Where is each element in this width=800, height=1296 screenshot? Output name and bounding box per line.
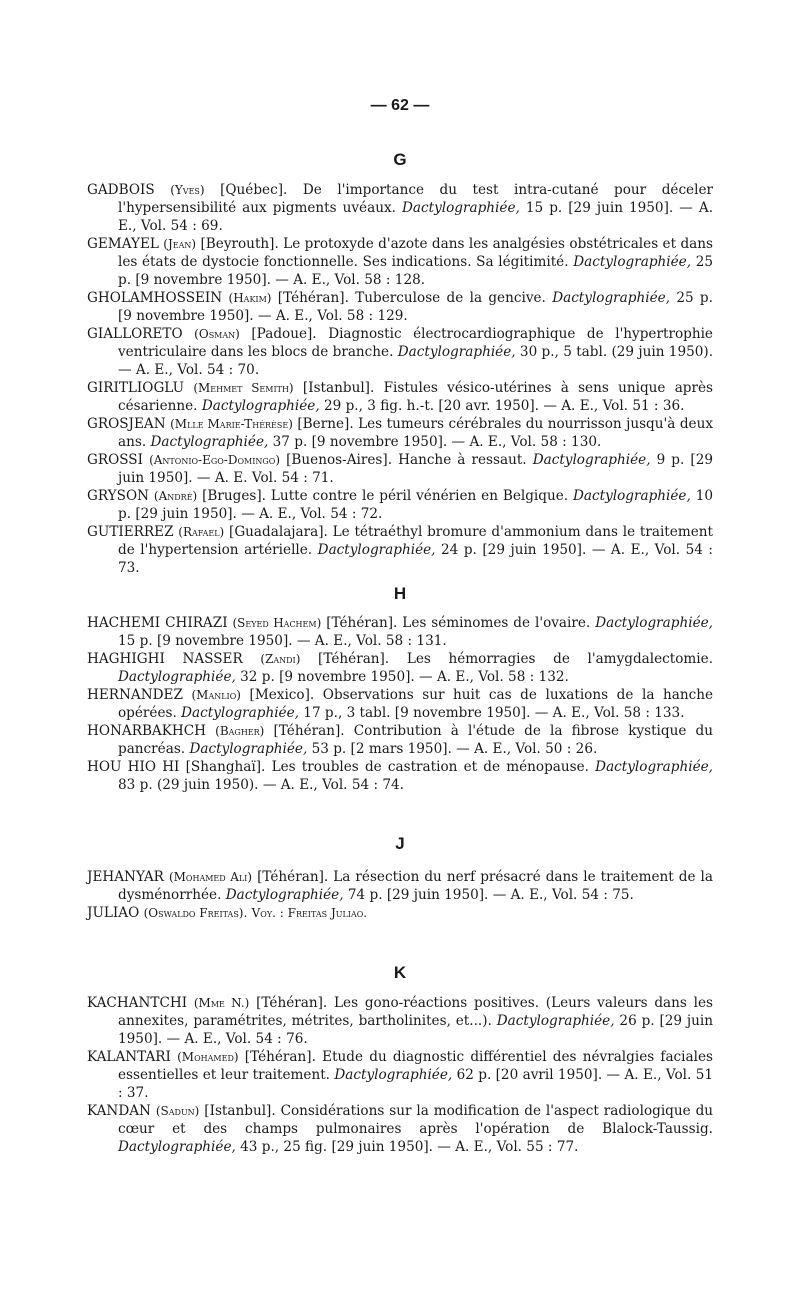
bibliography-entry: HOU HIO HI [Shanghaï]. Les troubles de castration et de ménopause. Dactylographiée, 83 p. (29 juin 1950). — A. E., Vol. 54 : 74. (87, 759, 713, 793)
bibliography-entry: HERNANDEZ (Manlio) [Mexico]. Observations sur huit cas de luxations de la hanche opérées. Dactylographiée, 17 p., 3 tabl. [9 novembre 1950]. — A. E., Vol. 58 : 133. (87, 687, 714, 721)
bibliography-entry: GROSJEAN (Mlle Marie-Thérèse) [Berne]. Les tumeurs cérébrales du nourrisson jusqu'à deux ans. Dactylographiée, 37 p. [9 novembre 1950]. — A. E., Vol. 58 : 130. (87, 416, 713, 450)
section-letter-j: J (395, 834, 405, 853)
bibliography-entry: GUTIERREZ (Rafael) [Guadalajara]. Le tétraéthyl bromure d'ammonium dans le traitement de l'hypertension artérielle. Dactylographiée, 24 p. [29 juin 1950]. — A. E., Vol. 54 : 73. (87, 524, 713, 576)
section-g-entries (87, 181, 713, 577)
section-letter-g: G (393, 150, 407, 169)
bibliography-entry: JULIAO (Oswaldo Freitas). Voy. : Freitas Juliao. (87, 905, 368, 921)
bibliography-entry: GIALLORETO (Osman) [Padoue]. Diagnostic électrocardiographique de l'hypertrophie ventriculaire dans les blocs de branche. Dactylographiée, 30 p., 5 tabl. (29 juin 1950). — A. E., Vol. 54 : 70. (87, 326, 714, 378)
section-letter-k: K (393, 963, 407, 982)
section-k-entries (87, 994, 713, 1156)
bibliography-entry: GHOLAMHOSSEIN (Hakim) [Téhéran]. Tuberculose de la gencive. Dactylographiée, 25 p. [9 novembre 1950]. — A. E., Vol. 58 : 129. (87, 290, 713, 324)
bibliography-entry: KALANTARI (Mohamed) [Téhéran]. Etude du diagnostic différentiel des névralgies faciales essentielles et leur traitement. Dactylographiée, 62 p. [20 avril 1950]. — A. E., Vol. 51 : 37. (87, 1049, 713, 1101)
bibliography-entry: GIRITLIOGLU (Mehmet Semith) [Istanbul]. Fistules vésico-utérines à sens unique après césarienne. Dactylographiée, 29 p., 3 fig. h.-t. [20 avr. 1950]. — A. E., Vol. 51 : 36. (87, 380, 714, 414)
bibliography-entry: JEHANYAR (Mohamed Ali) [Téhéran]. La résection du nerf présacré dans le traitement de la dysménorrhée. Dactylographiée, 74 p. [29 juin 1950]. — A. E., Vol. 54 : 75. (87, 869, 713, 903)
bibliography-entry: HAGHIGHI NASSER (Zandi) [Téhéran]. Les hémorragies de l'amygdalectomie. Dactylographiée, 32 p. [9 novembre 1950]. — A. E., Vol. 58 : 132. (87, 651, 714, 685)
bibliography-entry: KACHANTCHI (Mme N.) [Téhéran]. Les gono-réactions positives. (Leurs valeurs dans les annexites, paramétrites, métrites, bartholinites, et...). Dactylographiée, 26 p. [29 juin 1950]. — A. E., Vol. 54 : 76. (87, 995, 714, 1047)
bibliography-entry: GRYSON (André) [Bruges]. Lutte contre le péril vénérien en Belgique. Dactylographiée, 10 p. [29 juin 1950]. — A. E., Vol. 54 : 72. (87, 488, 713, 522)
bibliography-entry: HACHEMI CHIRAZI (Seyed Hachem) [Téhéran]. Les séminomes de l'ovaire. Dactylographiée, 15 p. [9 novembre 1950]. — A. E., Vol. 58 : 131. (87, 615, 713, 649)
section-j-entries (87, 868, 713, 922)
page-number: — 62 — (370, 97, 430, 114)
section-letter-h: H (393, 584, 407, 603)
bibliography-entry: GROSSI (Antonio-Ego-Domingo) [Buenos-Aires]. Hanche à ressaut. Dactylographiée, 9 p. [29 juin 1950]. — A. E. Vol. 54 : 71. (87, 452, 714, 486)
bibliography-entry: KANDAN (Sadun) [Istanbul]. Considérations sur la modification de l'aspect radiologique du cœur et des champs pulmonaires après l'opération de Blalock-Taussig. Dactylographiée, 43 p., 25 fig. [29 juin 1950]. — A. E., Vol. 55 : 77. (87, 1103, 714, 1155)
section-h-entries (87, 614, 713, 794)
bibliography-entry: HONARBAKHCH (Bagher) [Téhéran]. Contribution à l'étude de la fibrose kystique du pancréas. Dactylographiée, 53 p. [2 mars 1950]. — A. E., Vol. 50 : 26. (87, 723, 713, 757)
bibliography-entry: GADBOIS (Yves) [Québec]. De l'importance du test intra-cutané pour déceler l'hypersensibilité aux pigments uvéaux. Dactylographiée, 15 p. [29 juin 1950]. — A. E., Vol. 54 : 69. (87, 182, 714, 234)
bibliography-entry: GEMAYEL (Jean) [Beyrouth]. Le protoxyde d'azote dans les analgésies obstétricales et dans les états de dystocie fonctionnelle. Ses indications. Sa légitimité. Dactylographiée, 25 p. [9 novembre 1950]. — A. E., Vol. 58 : 128. (87, 236, 713, 288)
